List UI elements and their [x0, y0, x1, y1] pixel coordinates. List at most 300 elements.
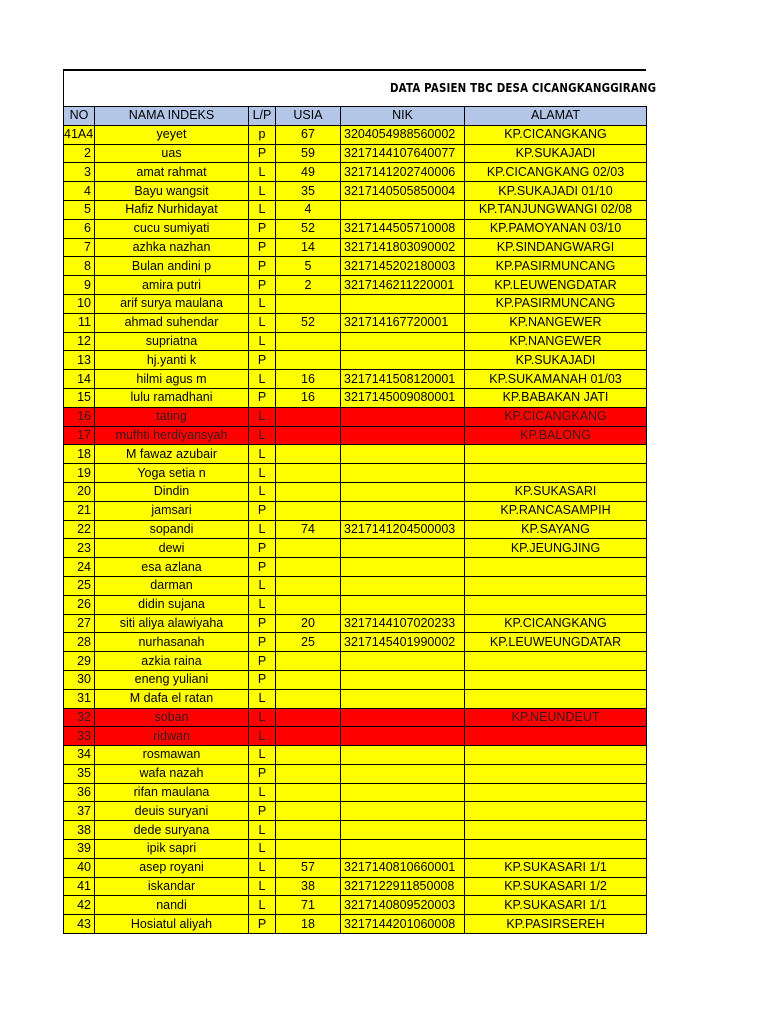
cell-alamat[interactable]: KP.CICANGKANG	[465, 614, 647, 633]
cell-lp[interactable]: L	[249, 445, 276, 464]
cell-nik[interactable]: 3217141508120001	[341, 370, 465, 389]
cell-no[interactable]: 33	[64, 727, 95, 746]
cell-lp[interactable]: L	[249, 877, 276, 896]
table-row	[64, 764, 647, 783]
cell-lp[interactable]: L	[249, 821, 276, 840]
cell-nama[interactable]: rifan maulana	[95, 783, 249, 802]
cell-no[interactable]: 7	[64, 238, 95, 257]
cell-no[interactable]: 17	[64, 426, 95, 445]
cell-usia[interactable]	[276, 727, 341, 746]
table-row	[64, 351, 647, 370]
cell-alamat[interactable]: KP.SINDANGWARGI	[465, 238, 647, 257]
cell-usia[interactable]: 52	[276, 219, 341, 238]
table-row	[64, 877, 647, 896]
cell-no[interactable]: 42	[64, 896, 95, 915]
cell-lp[interactable]: L	[249, 332, 276, 351]
cell-nik[interactable]	[341, 840, 465, 859]
cell-alamat[interactable]: KP.BABAKAN JATI	[465, 388, 647, 407]
title-row	[63, 69, 657, 106]
cell-alamat[interactable]: KP.JEUNGJING	[465, 539, 647, 558]
cell-alamat[interactable]: KP.CICANGKANG	[465, 407, 647, 426]
table-row	[64, 802, 647, 821]
cell-lp[interactable]: L	[249, 163, 276, 182]
cell-nik[interactable]: 3217141202740006	[341, 163, 465, 182]
cell-nama[interactable]: azhka nazhan	[95, 238, 249, 257]
table-row	[64, 332, 647, 351]
cell-nama[interactable]: siti aliya alawiyaha	[95, 614, 249, 633]
cell-nama[interactable]: nurhasanah	[95, 633, 249, 652]
cell-nik[interactable]: 3217140809520003	[341, 896, 465, 915]
cell-nama[interactable]: hilmi agus m	[95, 370, 249, 389]
cell-lp[interactable]: L	[249, 783, 276, 802]
cell-alamat[interactable]	[465, 652, 647, 671]
cell-usia[interactable]	[276, 576, 341, 595]
cell-nama[interactable]: lulu ramadhani	[95, 388, 249, 407]
cell-nik[interactable]: 3217140505850004	[341, 182, 465, 201]
cell-lp[interactable]: P	[249, 670, 276, 689]
table-row	[64, 614, 647, 633]
cell-nik[interactable]	[341, 407, 465, 426]
cell-lp[interactable]: L	[249, 520, 276, 539]
cell-alamat[interactable]: KP.LEUWEUNGDATAR	[465, 633, 647, 652]
cell-no[interactable]: 9	[64, 276, 95, 295]
cell-lp[interactable]: P	[249, 633, 276, 652]
cell-nama[interactable]: dewi	[95, 539, 249, 558]
table-row	[64, 426, 647, 445]
cell-lp[interactable]: L	[249, 407, 276, 426]
col-header-nama: NAMA INDEKS	[95, 107, 249, 126]
cell-alamat[interactable]: KP.SAYANG	[465, 520, 647, 539]
cell-usia[interactable]	[276, 764, 341, 783]
cell-alamat[interactable]: KP.SUKASARI 1/2	[465, 877, 647, 896]
cell-lp[interactable]: L	[249, 595, 276, 614]
cell-alamat[interactable]: KP.SUKAMANAH 01/03	[465, 370, 647, 389]
cell-nama[interactable]: wafa nazah	[95, 764, 249, 783]
col-header-lp: L/P	[249, 107, 276, 126]
cell-no[interactable]: 41A4	[64, 125, 95, 144]
table-row	[64, 727, 647, 746]
cell-no[interactable]: 26	[64, 595, 95, 614]
cell-no[interactable]: 2	[64, 144, 95, 163]
table-row	[64, 445, 647, 464]
cell-no[interactable]: 43	[64, 915, 95, 934]
cell-lp[interactable]: p	[249, 125, 276, 144]
cell-nik[interactable]	[341, 802, 465, 821]
cell-no[interactable]: 35	[64, 764, 95, 783]
cell-alamat[interactable]	[465, 727, 647, 746]
table-row	[64, 915, 647, 934]
cell-nama[interactable]: eneng yuliani	[95, 670, 249, 689]
cell-usia[interactable]	[276, 708, 341, 727]
cell-usia[interactable]	[276, 821, 341, 840]
table-row	[64, 144, 647, 163]
cell-nik[interactable]: 3217144201060008	[341, 915, 465, 934]
cell-usia[interactable]	[276, 539, 341, 558]
cell-no[interactable]: 32	[64, 708, 95, 727]
cell-usia[interactable]	[276, 595, 341, 614]
table-row	[64, 840, 647, 859]
cell-alamat[interactable]: KP.SUKAJADI 01/10	[465, 182, 647, 201]
cell-nama[interactable]: uas	[95, 144, 249, 163]
cell-usia[interactable]: 4	[276, 200, 341, 219]
cell-no[interactable]: 10	[64, 294, 95, 313]
cell-nik[interactable]	[341, 200, 465, 219]
cell-lp[interactable]: L	[249, 482, 276, 501]
table-row	[64, 783, 647, 802]
cell-no[interactable]: 27	[64, 614, 95, 633]
cell-nik[interactable]	[341, 708, 465, 727]
cell-no[interactable]: 30	[64, 670, 95, 689]
table-body	[64, 125, 647, 933]
table-row	[64, 896, 647, 915]
cell-nama[interactable]: hj.yanti k	[95, 351, 249, 370]
cell-no[interactable]: 11	[64, 313, 95, 332]
cell-nama[interactable]: iskandar	[95, 877, 249, 896]
cell-no[interactable]: 5	[64, 200, 95, 219]
cell-lp[interactable]: P	[249, 915, 276, 934]
cell-nama[interactable]: didin sujana	[95, 595, 249, 614]
table-row	[64, 219, 647, 238]
table-row	[64, 200, 647, 219]
cell-nik[interactable]	[341, 501, 465, 520]
cell-nama[interactable]: Hafiz Nurhidayat	[95, 200, 249, 219]
cell-nik[interactable]	[341, 294, 465, 313]
cell-nik[interactable]	[341, 558, 465, 577]
cell-alamat[interactable]: KP.SUKAJADI	[465, 351, 647, 370]
cell-nik[interactable]	[341, 595, 465, 614]
col-header-no: NO	[64, 107, 95, 126]
cell-alamat[interactable]	[465, 558, 647, 577]
cell-alamat[interactable]	[465, 840, 647, 859]
cell-lp[interactable]: L	[249, 896, 276, 915]
cell-usia[interactable]	[276, 670, 341, 689]
cell-lp[interactable]: L	[249, 576, 276, 595]
cell-lp[interactable]: L	[249, 858, 276, 877]
cell-nik[interactable]	[341, 351, 465, 370]
cell-alamat[interactable]	[465, 746, 647, 765]
cell-alamat[interactable]: KP.SUKASARI 1/1	[465, 858, 647, 877]
cell-no[interactable]: 15	[64, 388, 95, 407]
cell-usia[interactable]: 2	[276, 276, 341, 295]
cell-usia[interactable]	[276, 351, 341, 370]
cell-alamat[interactable]: KP.PASIRSEREH	[465, 915, 647, 934]
cell-lp[interactable]: P	[249, 501, 276, 520]
cell-usia[interactable]	[276, 840, 341, 859]
cell-lp[interactable]: P	[249, 144, 276, 163]
cell-nik[interactable]	[341, 482, 465, 501]
cell-nama[interactable]: dede suryana	[95, 821, 249, 840]
cell-nama[interactable]: asep royani	[95, 858, 249, 877]
cell-alamat[interactable]: KP.NANGEWER	[465, 332, 647, 351]
cell-no[interactable]: 13	[64, 351, 95, 370]
cell-lp[interactable]: L	[249, 313, 276, 332]
cell-nik[interactable]	[341, 426, 465, 445]
cell-nama[interactable]: Bayu wangsit	[95, 182, 249, 201]
cell-alamat[interactable]	[465, 464, 647, 483]
cell-lp[interactable]: L	[249, 370, 276, 389]
cell-usia[interactable]: 74	[276, 520, 341, 539]
cell-nama[interactable]: jamsari	[95, 501, 249, 520]
cell-usia[interactable]	[276, 652, 341, 671]
cell-no[interactable]: 31	[64, 689, 95, 708]
cell-nik[interactable]: 3204054988560002	[341, 125, 465, 144]
table-row	[64, 670, 647, 689]
cell-usia[interactable]	[276, 558, 341, 577]
cell-usia[interactable]	[276, 464, 341, 483]
cell-alamat[interactable]: KP.SUKASARI 1/1	[465, 896, 647, 915]
table-row	[64, 558, 647, 577]
cell-usia[interactable]	[276, 332, 341, 351]
cell-alamat[interactable]	[465, 576, 647, 595]
cell-nik[interactable]: 3217141204500003	[341, 520, 465, 539]
cell-lp[interactable]: P	[249, 802, 276, 821]
cell-no[interactable]: 25	[64, 576, 95, 595]
cell-lp[interactable]: P	[249, 764, 276, 783]
cell-alamat[interactable]	[465, 764, 647, 783]
cell-nik[interactable]: 3217145202180003	[341, 257, 465, 276]
cell-nama[interactable]: deuis suryani	[95, 802, 249, 821]
cell-lp[interactable]: P	[249, 558, 276, 577]
cell-nama[interactable]: soban	[95, 708, 249, 727]
cell-nik[interactable]	[341, 445, 465, 464]
cell-no[interactable]: 37	[64, 802, 95, 821]
cell-lp[interactable]: L	[249, 464, 276, 483]
cell-lp[interactable]: L	[249, 182, 276, 201]
cell-alamat[interactable]	[465, 689, 647, 708]
cell-alamat[interactable]: KP.SUKASARI	[465, 482, 647, 501]
cell-usia[interactable]: 16	[276, 388, 341, 407]
table-row	[64, 388, 647, 407]
cell-usia[interactable]: 5	[276, 257, 341, 276]
cell-no[interactable]: 34	[64, 746, 95, 765]
cell-nama[interactable]: M fawaz azubair	[95, 445, 249, 464]
cell-alamat[interactable]: KP.PASIRMUNCANG	[465, 257, 647, 276]
cell-alamat[interactable]	[465, 595, 647, 614]
table-row	[64, 520, 647, 539]
cell-alamat[interactable]: KP.NANGEWER	[465, 313, 647, 332]
cell-nik[interactable]	[341, 576, 465, 595]
cell-nama[interactable]: mufhti herdiyansyah	[95, 426, 249, 445]
table-row	[64, 708, 647, 727]
table-row	[64, 482, 647, 501]
cell-usia[interactable]: 25	[276, 633, 341, 652]
cell-usia[interactable]: 35	[276, 182, 341, 201]
cell-nama[interactable]: amira putri	[95, 276, 249, 295]
cell-alamat[interactable]: KP.BALONG	[465, 426, 647, 445]
cell-nama[interactable]: cucu sumiyati	[95, 219, 249, 238]
cell-lp[interactable]: L	[249, 294, 276, 313]
cell-alamat[interactable]	[465, 783, 647, 802]
cell-usia[interactable]: 14	[276, 238, 341, 257]
cell-lp[interactable]: P	[249, 652, 276, 671]
cell-lp[interactable]: P	[249, 276, 276, 295]
cell-nama[interactable]: yeyet	[95, 125, 249, 144]
table-row	[64, 313, 647, 332]
cell-usia[interactable]: 57	[276, 858, 341, 877]
col-header-usia: USIA	[276, 107, 341, 126]
cell-no[interactable]: 20	[64, 482, 95, 501]
cell-usia[interactable]	[276, 426, 341, 445]
patient-table	[63, 106, 647, 934]
cell-nik[interactable]: 3217122911850008	[341, 877, 465, 896]
cell-no[interactable]: 38	[64, 821, 95, 840]
cell-usia[interactable]	[276, 482, 341, 501]
cell-no[interactable]: 19	[64, 464, 95, 483]
cell-no[interactable]: 21	[64, 501, 95, 520]
cell-no[interactable]: 3	[64, 163, 95, 182]
cell-no[interactable]: 36	[64, 783, 95, 802]
cell-usia[interactable]	[276, 407, 341, 426]
cell-usia[interactable]	[276, 783, 341, 802]
cell-lp[interactable]: L	[249, 746, 276, 765]
cell-nik[interactable]: 3217146211220001	[341, 276, 465, 295]
cell-alamat[interactable]: KP.CICANGKANG	[465, 125, 647, 144]
table-row	[64, 238, 647, 257]
cell-alamat[interactable]: KP.NEUNDEUT	[465, 708, 647, 727]
cell-nama[interactable]: azkia raina	[95, 652, 249, 671]
cell-lp[interactable]: P	[249, 614, 276, 633]
table-row	[64, 276, 647, 295]
cell-no[interactable]: 29	[64, 652, 95, 671]
cell-no[interactable]: 24	[64, 558, 95, 577]
cell-alamat[interactable]	[465, 445, 647, 464]
cell-no[interactable]: 28	[64, 633, 95, 652]
cell-nik[interactable]	[341, 783, 465, 802]
cell-nik[interactable]	[341, 746, 465, 765]
cell-usia[interactable]	[276, 802, 341, 821]
cell-nik[interactable]	[341, 727, 465, 746]
cell-nik[interactable]: 3217141803090002	[341, 238, 465, 257]
table-row	[64, 652, 647, 671]
cell-nik[interactable]: 3217144107640077	[341, 144, 465, 163]
cell-no[interactable]: 23	[64, 539, 95, 558]
cell-nik[interactable]	[341, 652, 465, 671]
cell-nik[interactable]: 321714167720001	[341, 313, 465, 332]
cell-usia[interactable]	[276, 746, 341, 765]
cell-no[interactable]: 4	[64, 182, 95, 201]
col-header-alamat: ALAMAT	[465, 107, 647, 126]
cell-nama[interactable]: nandi	[95, 896, 249, 915]
cell-nama[interactable]: supriatna	[95, 332, 249, 351]
cell-lp[interactable]: P	[249, 219, 276, 238]
cell-no[interactable]: 6	[64, 219, 95, 238]
cell-nik[interactable]	[341, 539, 465, 558]
cell-usia[interactable]	[276, 445, 341, 464]
cell-no[interactable]: 41	[64, 877, 95, 896]
cell-alamat[interactable]: KP.LEUWENGDATAR	[465, 276, 647, 295]
cell-usia[interactable]: 67	[276, 125, 341, 144]
cell-lp[interactable]: P	[249, 539, 276, 558]
cell-no[interactable]: 39	[64, 840, 95, 859]
cell-nama[interactable]: esa azlana	[95, 558, 249, 577]
cell-nama[interactable]: tating	[95, 407, 249, 426]
cell-alamat[interactable]: KP.SUKAJADI	[465, 144, 647, 163]
cell-nik[interactable]	[341, 764, 465, 783]
cell-nik[interactable]	[341, 332, 465, 351]
cell-nik[interactable]	[341, 464, 465, 483]
cell-lp[interactable]: L	[249, 426, 276, 445]
cell-no[interactable]: 18	[64, 445, 95, 464]
cell-alamat[interactable]	[465, 670, 647, 689]
cell-nama[interactable]: Yoga setia n	[95, 464, 249, 483]
cell-usia[interactable]: 59	[276, 144, 341, 163]
cell-alamat[interactable]: KP.PASIRMUNCANG	[465, 294, 647, 313]
cell-nama[interactable]: ridwan	[95, 727, 249, 746]
cell-nama[interactable]: Dindin	[95, 482, 249, 501]
cell-nik[interactable]: 3217145401990002	[341, 633, 465, 652]
cell-usia[interactable]	[276, 689, 341, 708]
cell-alamat[interactable]: KP.PAMOYANAN 03/10	[465, 219, 647, 238]
cell-usia[interactable]	[276, 294, 341, 313]
cell-usia[interactable]: 16	[276, 370, 341, 389]
cell-nik[interactable]	[341, 670, 465, 689]
table-row	[64, 633, 647, 652]
spreadsheet	[63, 69, 657, 934]
cell-nik[interactable]: 3217144505710008	[341, 219, 465, 238]
cell-nama[interactable]: M dafa el ratan	[95, 689, 249, 708]
cell-usia[interactable]	[276, 501, 341, 520]
cell-no[interactable]: 14	[64, 370, 95, 389]
cell-lp[interactable]: P	[249, 257, 276, 276]
cell-lp[interactable]: P	[249, 238, 276, 257]
cell-nama[interactable]: rosmawan	[95, 746, 249, 765]
cell-usia[interactable]: 38	[276, 877, 341, 896]
cell-nama[interactable]: arif surya maulana	[95, 294, 249, 313]
cell-nama[interactable]: amat rahmat	[95, 163, 249, 182]
cell-usia[interactable]: 18	[276, 915, 341, 934]
cell-alamat[interactable]: KP.RANCASAMPIH	[465, 501, 647, 520]
cell-lp[interactable]: L	[249, 200, 276, 219]
cell-no[interactable]: 22	[64, 520, 95, 539]
cell-usia[interactable]: 52	[276, 313, 341, 332]
cell-lp[interactable]: P	[249, 351, 276, 370]
cell-nik[interactable]: 3217145009080001	[341, 388, 465, 407]
cell-usia[interactable]: 49	[276, 163, 341, 182]
cell-lp[interactable]: L	[249, 727, 276, 746]
cell-no[interactable]: 8	[64, 257, 95, 276]
cell-alamat[interactable]	[465, 821, 647, 840]
table-row	[64, 370, 647, 389]
cell-nik[interactable]: 3217140810660001	[341, 858, 465, 877]
cell-nama[interactable]: ipik sapri	[95, 840, 249, 859]
cell-no[interactable]: 40	[64, 858, 95, 877]
cell-lp[interactable]: L	[249, 689, 276, 708]
table-row	[64, 182, 647, 201]
cell-alamat[interactable]	[465, 802, 647, 821]
table-row	[64, 576, 647, 595]
cell-nama[interactable]: ahmad suhendar	[95, 313, 249, 332]
cell-nama[interactable]: Bulan andini p	[95, 257, 249, 276]
cell-usia[interactable]: 20	[276, 614, 341, 633]
cell-alamat[interactable]: KP.TANJUNGWANGI 02/08	[465, 200, 647, 219]
cell-nik[interactable]: 3217144107020233	[341, 614, 465, 633]
cell-nama[interactable]: sopandi	[95, 520, 249, 539]
cell-lp[interactable]: L	[249, 708, 276, 727]
cell-lp[interactable]: L	[249, 840, 276, 859]
cell-alamat[interactable]: KP.CICANGKANG 02/03	[465, 163, 647, 182]
cell-nik[interactable]	[341, 821, 465, 840]
cell-no[interactable]: 12	[64, 332, 95, 351]
cell-nama[interactable]: Hosiatul aliyah	[95, 915, 249, 934]
table-row	[64, 858, 647, 877]
table-row	[64, 257, 647, 276]
table-row	[64, 464, 647, 483]
cell-nik[interactable]	[341, 689, 465, 708]
cell-nama[interactable]: darman	[95, 576, 249, 595]
cell-no[interactable]: 16	[64, 407, 95, 426]
cell-usia[interactable]: 71	[276, 896, 341, 915]
cell-lp[interactable]: P	[249, 388, 276, 407]
